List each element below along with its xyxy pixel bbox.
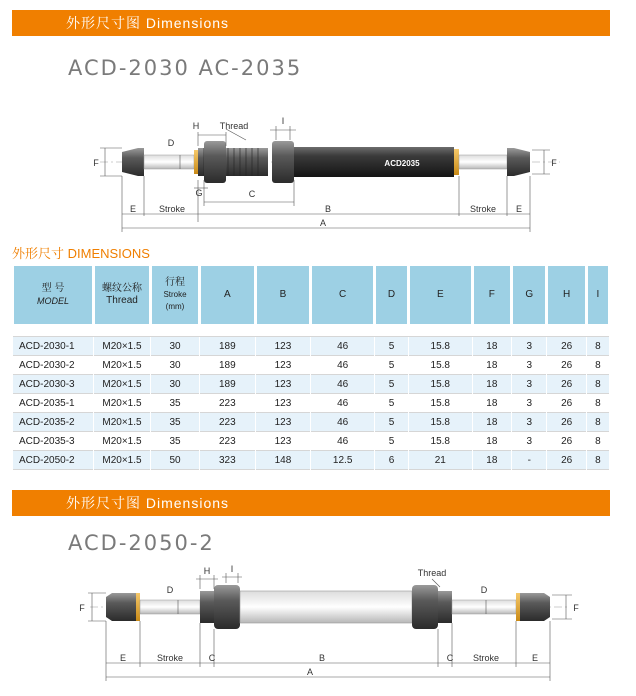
cell-b: 123 [256,432,311,451]
cell-thread: M20×1.5 [94,356,150,375]
cell-i: 8 [587,337,609,356]
dimensions-table [12,266,610,470]
cell-e: 15.8 [409,432,472,451]
cell-h: 26 [547,451,585,470]
cell-a: 189 [200,356,255,375]
table-row [13,337,609,356]
section2-banner: 外形尺寸图 Dimensions [12,490,610,516]
label-f-right: F [551,158,557,168]
label-e-right: E [515,204,523,214]
cell-e: 15.8 [409,337,472,356]
cell-g: 3 [512,413,546,432]
cell-c: 46 [311,394,374,413]
label2-f-right: F [573,603,579,613]
header-h: H [547,266,585,324]
cell-stroke: 30 [151,375,199,394]
label2-f-left: F [79,603,85,613]
cell-thread: M20×1.5 [94,337,150,356]
label2-stroke-left: Stroke [156,653,184,663]
cell-c: 46 [311,337,374,356]
cell-thread: M20×1.5 [94,375,150,394]
cell-model: ACD-2030-3 [13,375,93,394]
cell-stroke: 35 [151,413,199,432]
cell-i: 8 [587,432,609,451]
header-g: G [512,266,546,324]
cell-stroke: 35 [151,432,199,451]
header-f: F [473,266,511,324]
label2-e-right: E [531,653,539,663]
cell-i: 8 [587,375,609,394]
label2-a: A [306,667,314,677]
cell-b: 123 [256,394,311,413]
cell-g: 3 [512,375,546,394]
cell-thread: M20×1.5 [94,432,150,451]
cell-e: 15.8 [409,356,472,375]
header-e: E [409,266,472,324]
cell-f: 18 [473,451,511,470]
cell-i: 8 [587,451,609,470]
cell-b: 123 [256,413,311,432]
cell-h: 26 [547,337,585,356]
header-a: A [200,266,255,324]
cell-d: 5 [375,375,408,394]
cell-a: 223 [200,432,255,451]
label2-d-left: D [166,585,174,595]
cell-e: 15.8 [409,375,472,394]
header-d: D [375,266,408,324]
cell-b: 123 [256,356,311,375]
label-i: I [281,116,285,126]
section1-banner: 外形尺寸图 Dimensions [12,10,610,36]
cell-g: - [512,451,546,470]
cell-f: 18 [473,375,511,394]
label2-c-right: C [446,653,454,663]
cell-g: 3 [512,337,546,356]
cell-f: 18 [473,394,511,413]
cell-i: 8 [587,413,609,432]
cell-g: 3 [512,432,546,451]
cell-model: ACD-2035-3 [13,432,93,451]
label-e-left: E [129,204,137,214]
header-stroke: 行程 Stroke (mm) [151,266,199,324]
cell-a: 223 [200,413,255,432]
cell-c: 46 [311,432,374,451]
table-row [13,451,609,470]
header-thread: 螺纹公称 Thread [94,266,150,324]
cell-f: 18 [473,337,511,356]
cell-i: 8 [587,356,609,375]
cell-d: 5 [375,337,408,356]
label-g: G [195,188,203,198]
label2-stroke-right: Stroke [472,653,500,663]
label2-h: H [203,566,211,576]
cell-g: 3 [512,394,546,413]
table-row [13,394,609,413]
cell-b: 123 [256,375,311,394]
label2-e-left: E [119,653,127,663]
cell-h: 26 [547,356,585,375]
cell-thread: M20×1.5 [94,451,150,470]
cell-h: 26 [547,375,585,394]
cell-model: ACD-2035-1 [13,394,93,413]
table-row [13,356,609,375]
cell-e: 15.8 [409,394,472,413]
label-f-left: F [93,158,99,168]
cell-a: 189 [200,375,255,394]
cell-stroke: 35 [151,394,199,413]
cell-model: ACD-2050-2 [13,451,93,470]
label-d: D [167,138,175,148]
cell-f: 18 [473,432,511,451]
label2-thread: Thread [417,568,447,578]
label-thread: Thread [219,121,249,131]
cell-d: 5 [375,413,408,432]
cell-a: 323 [200,451,255,470]
cell-h: 26 [547,413,585,432]
cell-c: 46 [311,413,374,432]
cell-d: 5 [375,432,408,451]
cell-stroke: 30 [151,356,199,375]
cell-c: 46 [311,375,374,394]
shock-absorber-drawing-1 [0,110,636,238]
section2-model-title: ACD-2050-2 [68,531,215,555]
cell-thread: M20×1.5 [94,394,150,413]
cell-model: ACD-2030-2 [13,356,93,375]
cell-a: 189 [200,337,255,356]
cell-stroke: 50 [151,451,199,470]
cell-c: 12.5 [311,451,374,470]
cell-b: 123 [256,337,311,356]
cell-d: 5 [375,394,408,413]
dimensions-heading: 外形尺寸 DIMENSIONS [12,246,150,261]
cell-c: 46 [311,356,374,375]
cell-b: 148 [256,451,311,470]
cell-e: 15.8 [409,413,472,432]
header-c: C [311,266,374,324]
cell-d: 5 [375,356,408,375]
header-model: 型 号 MODEL [13,266,93,324]
cell-h: 26 [547,432,585,451]
label2-c-left: C [208,653,216,663]
label-b: B [324,204,332,214]
header-i: I [587,266,609,324]
shock-absorber-drawing-2 [0,565,636,696]
table-row [13,375,609,394]
cell-h: 26 [547,394,585,413]
table-row [13,432,609,451]
label2-i: I [230,565,234,574]
cell-a: 223 [200,394,255,413]
label-stroke-right: Stroke [469,204,497,214]
cell-e: 21 [409,451,472,470]
cell-model: ACD-2030-1 [13,337,93,356]
body-label: ACD2035 [384,159,420,168]
label-stroke-left: Stroke [158,204,186,214]
label-a: A [319,218,327,228]
table-row [13,413,609,432]
label2-d-right: D [480,585,488,595]
cell-g: 3 [512,356,546,375]
cell-d: 6 [375,451,408,470]
label-h: H [192,121,200,131]
section1-model-title: ACD-2030 AC-2035 [68,56,303,80]
cell-f: 18 [473,356,511,375]
label2-b: B [318,653,326,663]
cell-f: 18 [473,413,511,432]
cell-model: ACD-2035-2 [13,413,93,432]
table-header-row [13,266,609,324]
cell-i: 8 [587,394,609,413]
label-c: C [248,189,256,199]
cell-thread: M20×1.5 [94,413,150,432]
cell-stroke: 30 [151,337,199,356]
header-b: B [256,266,311,324]
